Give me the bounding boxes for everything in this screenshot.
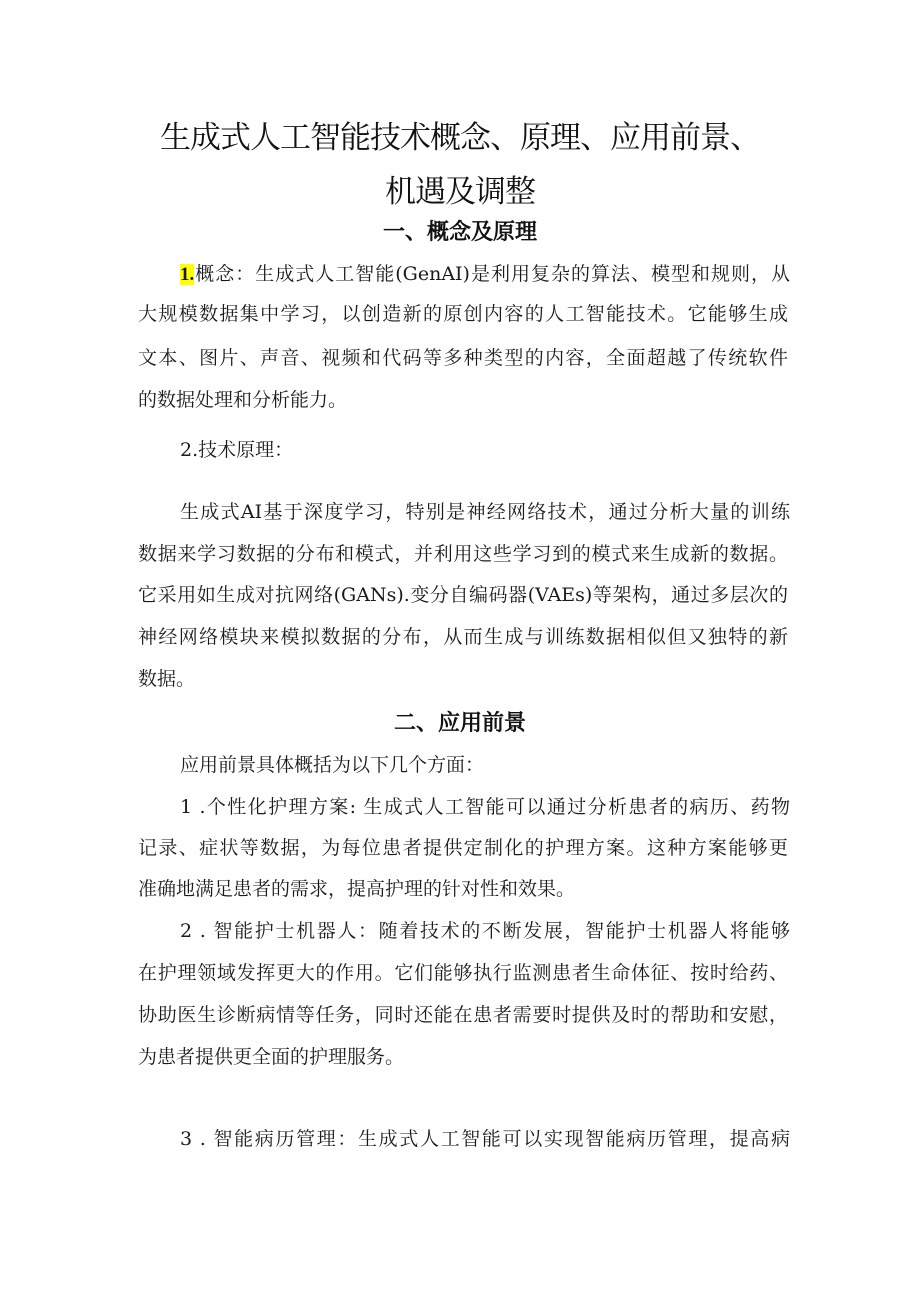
item-1-line-1: 1 .个性化护理方案: 生成式人工智能可以通过分析患者的病历、药物 [180,796,790,818]
paragraph-principle-line-1: 生成式AI基于深度学习，特别是神经网络技术，通过分析大量的训练 [180,501,790,523]
item-1-line-2: 记录、症状等数据，为每位患者提供定制化的护理方案。这种方案能够更 [138,837,788,859]
principle-label: 2.技术原理： [180,439,294,461]
highlighted-number: 1. [180,264,195,285]
item-2-line-4: 为患者提供更全面的护理服务。 [138,1046,405,1068]
paragraph-concept-line-1 [180,259,790,290]
section-heading-prospects: 二、应用前景 [393,711,526,736]
paragraph-principle-line-5: 数据。 [138,668,196,690]
paragraph-principle-line-3: 它采用如生成对抗网络(GANs).变分自编码器(VAEs)等架构，通过多层次的 [138,584,788,606]
paragraph-concept-line-4: 的数据处理和分析能力。 [138,389,348,411]
section-heading-concept: 一、概念及原理 [382,220,537,245]
paragraph-principle-line-4: 神经网络模块来模拟数据的分布，从而生成与训练数据相似但又独特的新 [138,626,788,648]
paragraph-concept-line-3: 文本、图片、声音、视频和代码等多种类型的内容，全面超越了传统软件 [138,347,788,369]
item-1-line-3: 准确地满足患者的需求，提高护理的针对性和效果。 [138,878,576,900]
item-3-line-1: 3 . 智能病历管理：生成式人工智能可以实现智能病历管理，提高病 [180,1128,790,1150]
item-2-line-2: 在护理领域发挥更大的作用。它们能够执行监测患者生命体征、按时给药、 [138,962,788,984]
item-2-line-3: 协助医生诊断病情等任务，同时还能在患者需要时提供及时的帮助和安慰， [138,1004,788,1026]
item-2-line-1: 2 . 智能护士机器人：随着技术的不断发展，智能护士机器人将能够 [180,920,790,942]
document-title-line-1: 生成式人工智能技术概念、原理、应用前景、 [160,120,760,156]
prospects-intro: 应用前景具体概括为以下几个方面： [180,754,485,776]
concept-text: 概念：生成式人工智能(GenAI)是利用复杂的算法、模型和规则，从 [194,263,790,285]
document-title-line-2: 机遇及调整 [385,174,535,210]
paragraph-principle-line-2: 数据来学习数据的分布和模式，并利用这些学习到的模式来生成新的数据。 [138,543,788,565]
paragraph-concept-line-2: 大规模数据集中学习，以创造新的原创内容的人工智能技术。它能够生成 [138,303,788,325]
